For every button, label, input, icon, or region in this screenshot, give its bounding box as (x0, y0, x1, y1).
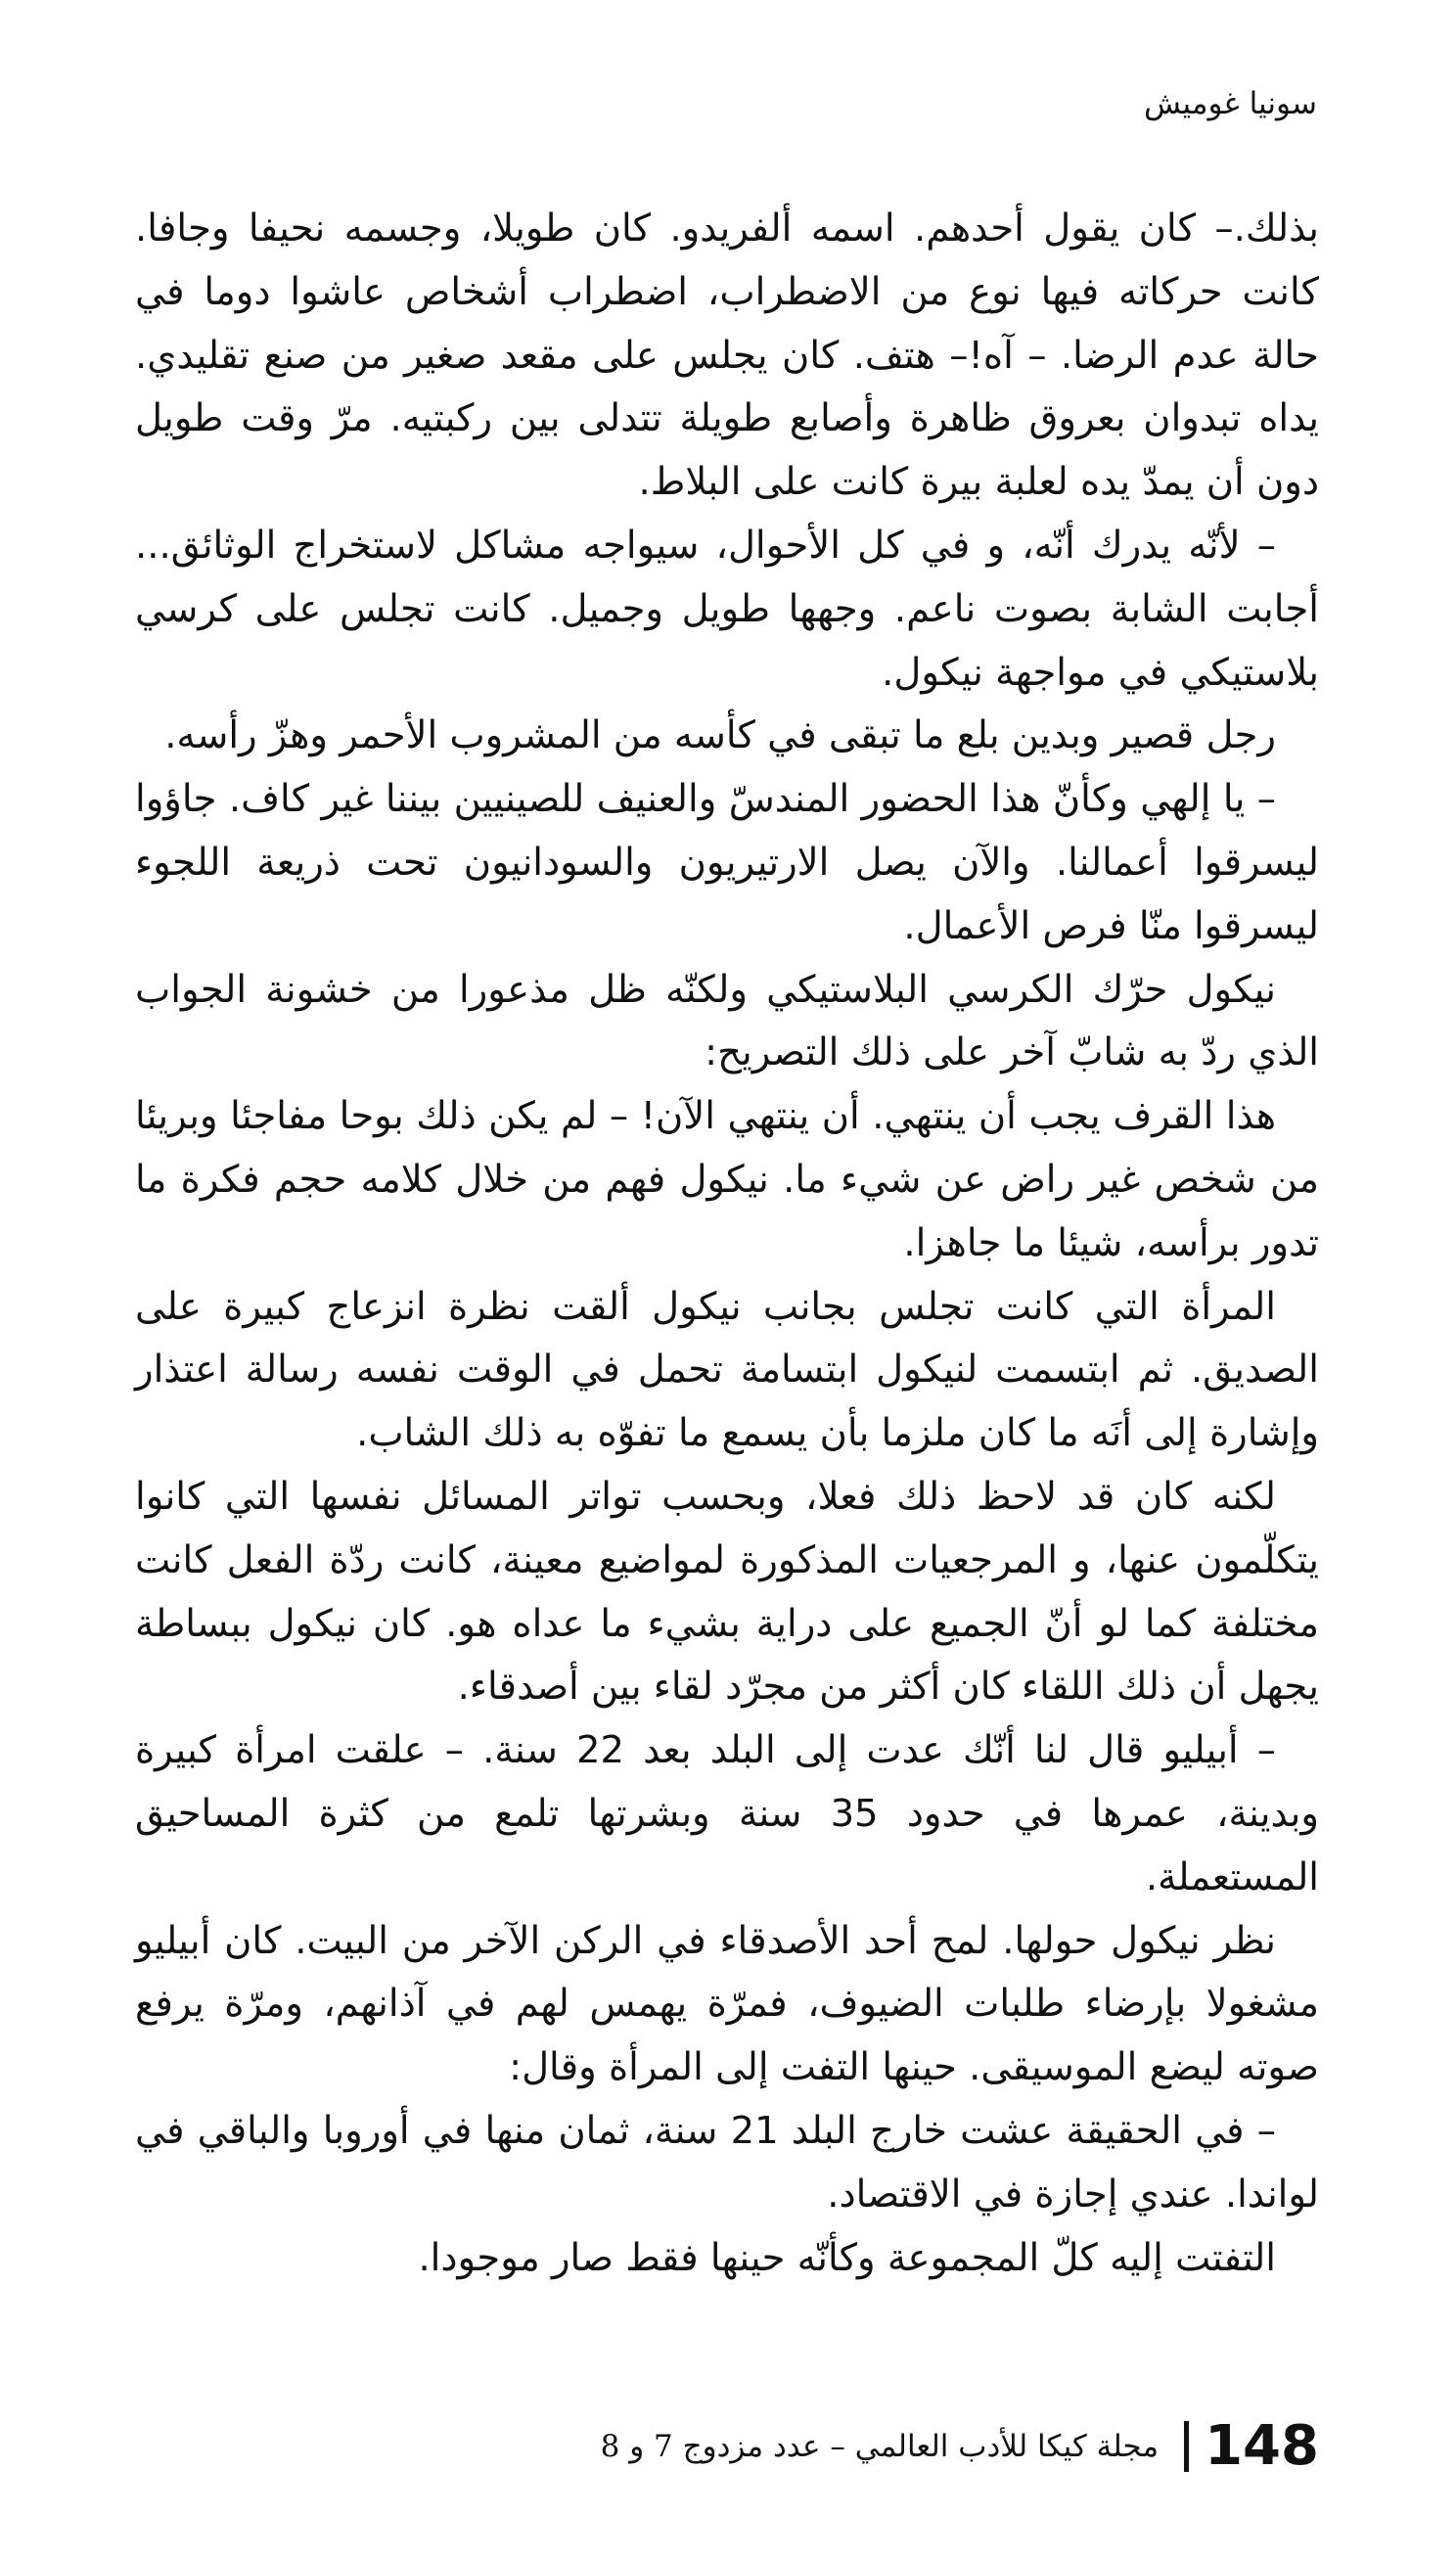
paragraph-8: لكنه كان قد لاحظ ذلك فعلا، وبحسب تواتر المسائل نفسها التي كانوا يتكلّمون عنها، و المرجعيات المذكورة لمواضيع معينة، كانت ردّة الفعل كانت مختلفة كما لو أنّ الجميع على دراية بشيء ما عداه هو. كان نيكول ببساطة يجهل أن ذلك اللقاء كان أكثر من مجرّد لقاء بين أصدقاء. (135, 1474, 1319, 1710)
article-body (135, 198, 1319, 2290)
paragraph-6: هذا القرف يجب أن ينتهي. أن ينتهي الآن! – لم يكن ذلك بوحا مفاجئا وبريئا من شخص غير راض عن شيء ما. نيكول فهم من خلال كلامه حجم فكرة ما تدور برأسه، شيئا ما جاهزا. (135, 1094, 1319, 1265)
paragraph-10: نظر نيكول حولها. لمح أحد الأصدقاء في الركن الآخر من البيت. كان أبيليو مشغولا بإرضاء طلبات الضيوف، فمرّة يهمس لهم في آذانهم، ومرّة يرفع صوته ليضع الموسيقى. حينها التفت إلى المرأة وقال: (135, 1918, 1319, 2090)
paragraph-7: المرأة التي كانت تجلس بجانب نيكول ألقت نظرة انزعاج كبيرة على الصديق. ثم ابتسمت لنيكول ابتسامة تحمل في الوقت نفسه رسالة اعتذار وإشارة إلى أنَه ما كان ملزما بأن يسمع ما تفوّه به ذلك الشاب. (135, 1284, 1319, 1456)
paragraph-3: رجل قصير وبدين بلع ما تبقى في كأسه من المشروب الأحمر وهزّ رأسه. (164, 713, 1276, 758)
running-header-author: سونيا غوميش (1144, 86, 1317, 121)
paragraph-4: – يا إلهي وكأنّ هذا الحضور المندسّ والعنيف للصينيين بيننا غير كاف. جاؤوا ليسرقوا أعمالنا. والآن يصل الارتيريون والسودانيون تحت ذريعة اللجوء ليسرقوا منّا فرص الأعمال. (135, 777, 1319, 948)
paragraph-2: – لأنّه يدرك أنّه، و في كل الأحوال، سيواجه مشاكل لاستخراج الوثائق... أجابت الشابة بصوت ناعم. وجهها طويل وجميل. كانت تجلس على كرسي بلاستيكي في مواجهة نيكول. (135, 523, 1319, 695)
paragraph-11: – في الحقيقة عشت خارج البلد 21 سنة، ثمان منها في أوروبا والباقي في لواندا. عندي إجازة في الاقتصاد. (135, 2108, 1319, 2217)
paragraph-12: التفتت إليه كلّ المجموعة وكأنّه حينها فقط صار موجودا. (418, 2235, 1276, 2280)
footer-divider (1184, 2421, 1189, 2472)
paragraph-5: نيكول حرّك الكرسي البلاستيكي ولكنّه ظل مذعورا من خشونة الجواب الذي ردّ به شابّ آخر على ذلك التصريح: (135, 967, 1319, 1075)
journal-title: مجلة كيكا للأدب العالمي – عدد مزدوج 7 و 8 (600, 2429, 1160, 2464)
page-footer (600, 2414, 1319, 2478)
paragraph-1: بذلك.– كان يقول أحدهم. اسمه ألفريدو. كان طويلا، وجسمه نحيفا وجافا. كانت حركاته فيها نوع من الاضطراب، اضطراب أشخاص عاشوا دوما في حالة عدم الرضا. – آه!– هتف. كان يجلس على مقعد صغير من صنع تقليدي. يداه تبدوان بعروق ظاهرة وأصابع طويلة تتدلى بين ركبتيه. مرّ وقت طويل دون أن يمدّ يده لعلبة بيرة كانت على البلاط. (135, 206, 1319, 505)
page-number: 148 (1205, 2414, 1319, 2478)
paragraph-9: – أبيليو قال لنا أنّك عدت إلى البلد بعد 22 سنة. – علقت امرأة كبيرة وبدينة، عمرها في حدود 35 سنة وبشرتها تلمع من كثرة المساحيق المستعملة. (135, 1728, 1319, 1899)
